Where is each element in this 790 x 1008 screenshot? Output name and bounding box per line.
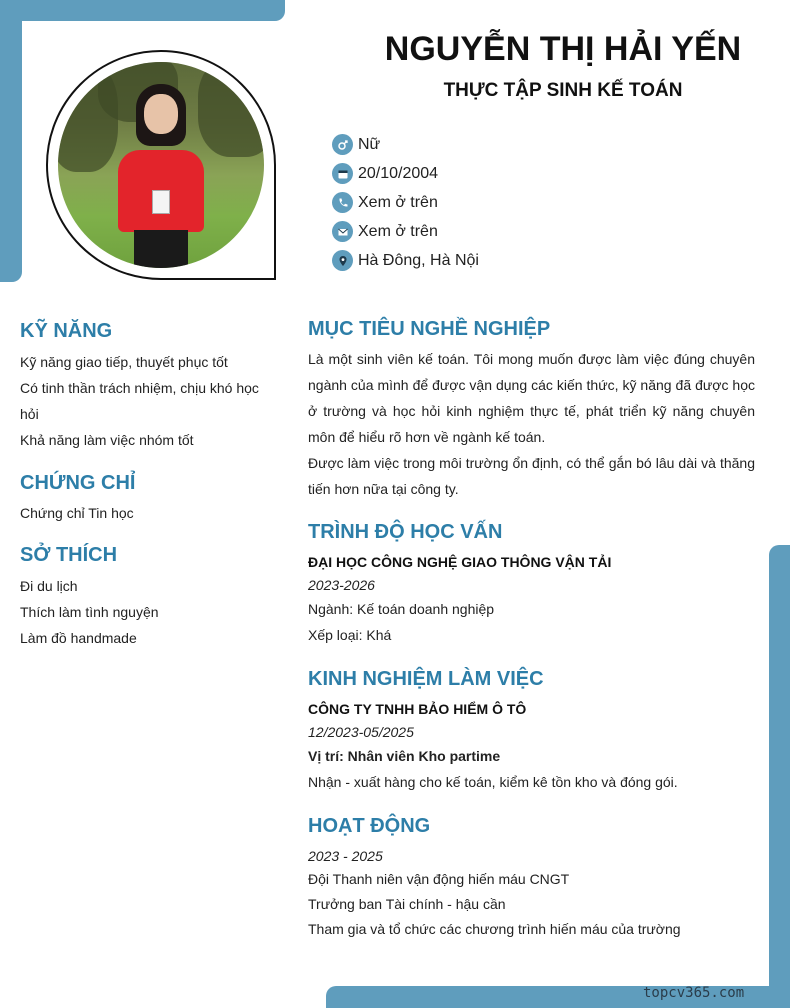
decor-bar-right (769, 545, 790, 1008)
activity-item: Đội Thanh niên vận động hiến máu CNGT (308, 871, 570, 887)
decor-bar-top (0, 0, 285, 21)
info-address-text: Hà Đông, Hà Nội (358, 251, 479, 269)
skill-item: Có tinh thần trách nhiệm, chịu khó học hỏi (20, 380, 259, 422)
education-heading: TRÌNH ĐỘ HỌC VẤN (308, 521, 503, 543)
objective-paragraph: Được làm việc trong môi trường ổn định, có thể gắn bó lâu dài và thăng tiến hơn nữa tại công ty. (308, 455, 755, 497)
personal-info (332, 130, 479, 275)
objective-paragraph: Là một sinh viên kế toán. Tôi mong muốn được làm việc đúng chuyên ngành của mình để được vận dụng các kiến thức, kỹ năng đã được học ở trường và học hỏi kinh nghiệm thực tế, phát triển kỹ năng chuyên môn để hiểu rõ hơn về ngành kế toán. (308, 351, 755, 445)
hobbies-heading: SỞ THÍCH (20, 544, 118, 566)
profile-photo (58, 62, 264, 268)
activities-heading: HOẠT ĐỘNG (308, 815, 431, 837)
skills-section (20, 318, 270, 453)
candidate-name: NGUYỄN THỊ HẢI YẾN (384, 30, 742, 68)
experience-position: Vị trí: Nhân viên Kho partime (308, 748, 501, 764)
decor-bar-left (0, 0, 22, 282)
skill-item: Khả năng làm việc nhóm tốt (20, 432, 194, 448)
skills-heading: KỸ NĂNG (20, 320, 113, 342)
experience-description: Nhận - xuất hàng cho kế toán, kiểm kê tồn kho và đóng gói. (308, 774, 678, 790)
profile-photo-frame (46, 50, 276, 280)
certificate-item: Chứng chỉ Tin học (20, 505, 134, 521)
experience-section (308, 666, 755, 795)
activities-section (308, 813, 755, 942)
hobby-item: Đi du lịch (20, 578, 78, 594)
activity-item: Tham gia và tổ chức các chương trình hiến máu của trường (308, 921, 681, 937)
education-period: 2023-2026 (308, 577, 375, 593)
certificates-section (20, 470, 270, 526)
skill-item: Kỹ năng giao tiếp, thuyết phục tốt (20, 354, 228, 370)
info-gender-text: Nữ (358, 135, 381, 153)
phone-icon (332, 192, 353, 213)
email-icon (332, 221, 353, 242)
location-icon (332, 250, 353, 271)
info-phone (332, 188, 479, 217)
experience-period: 12/2023-05/2025 (308, 724, 414, 740)
hobby-item: Làm đồ handmade (20, 630, 137, 646)
info-gender (332, 130, 479, 159)
info-birthday (332, 159, 479, 188)
hobby-item: Thích làm tình nguyện (20, 604, 159, 620)
info-phone-text: Xem ở trên (358, 193, 438, 211)
activities-period: 2023 - 2025 (308, 848, 383, 864)
experience-heading: KINH NGHIỆM LÀM VIỆC (308, 668, 544, 690)
info-email-text: Xem ở trên (358, 222, 438, 240)
candidate-title: THỰC TẬP SINH KẾ TOÁN (443, 80, 683, 101)
info-birthday-text: 20/10/2004 (358, 164, 439, 182)
watermark: topcv365.com (643, 985, 745, 1001)
info-address (332, 246, 479, 275)
education-rank: Xếp loại: Khá (308, 627, 392, 643)
hobbies-section (20, 542, 270, 651)
objective-section (308, 316, 755, 502)
objective-heading: MỤC TIÊU NGHỀ NGHIỆP (308, 318, 551, 340)
activity-item: Trưởng ban Tài chính - hậu cần (308, 896, 506, 912)
education-section (308, 519, 755, 648)
calendar-icon (332, 163, 353, 184)
education-major: Ngành: Kế toán doanh nghiệp (308, 601, 495, 617)
experience-company: CÔNG TY TNHH BẢO HIỂM Ô TÔ (308, 701, 527, 717)
gender-icon (332, 134, 353, 155)
info-email (332, 217, 479, 246)
certificates-heading: CHỨNG CHỈ (20, 472, 136, 494)
education-school: ĐẠI HỌC CÔNG NGHỆ GIAO THÔNG VẬN TẢI (308, 554, 612, 570)
